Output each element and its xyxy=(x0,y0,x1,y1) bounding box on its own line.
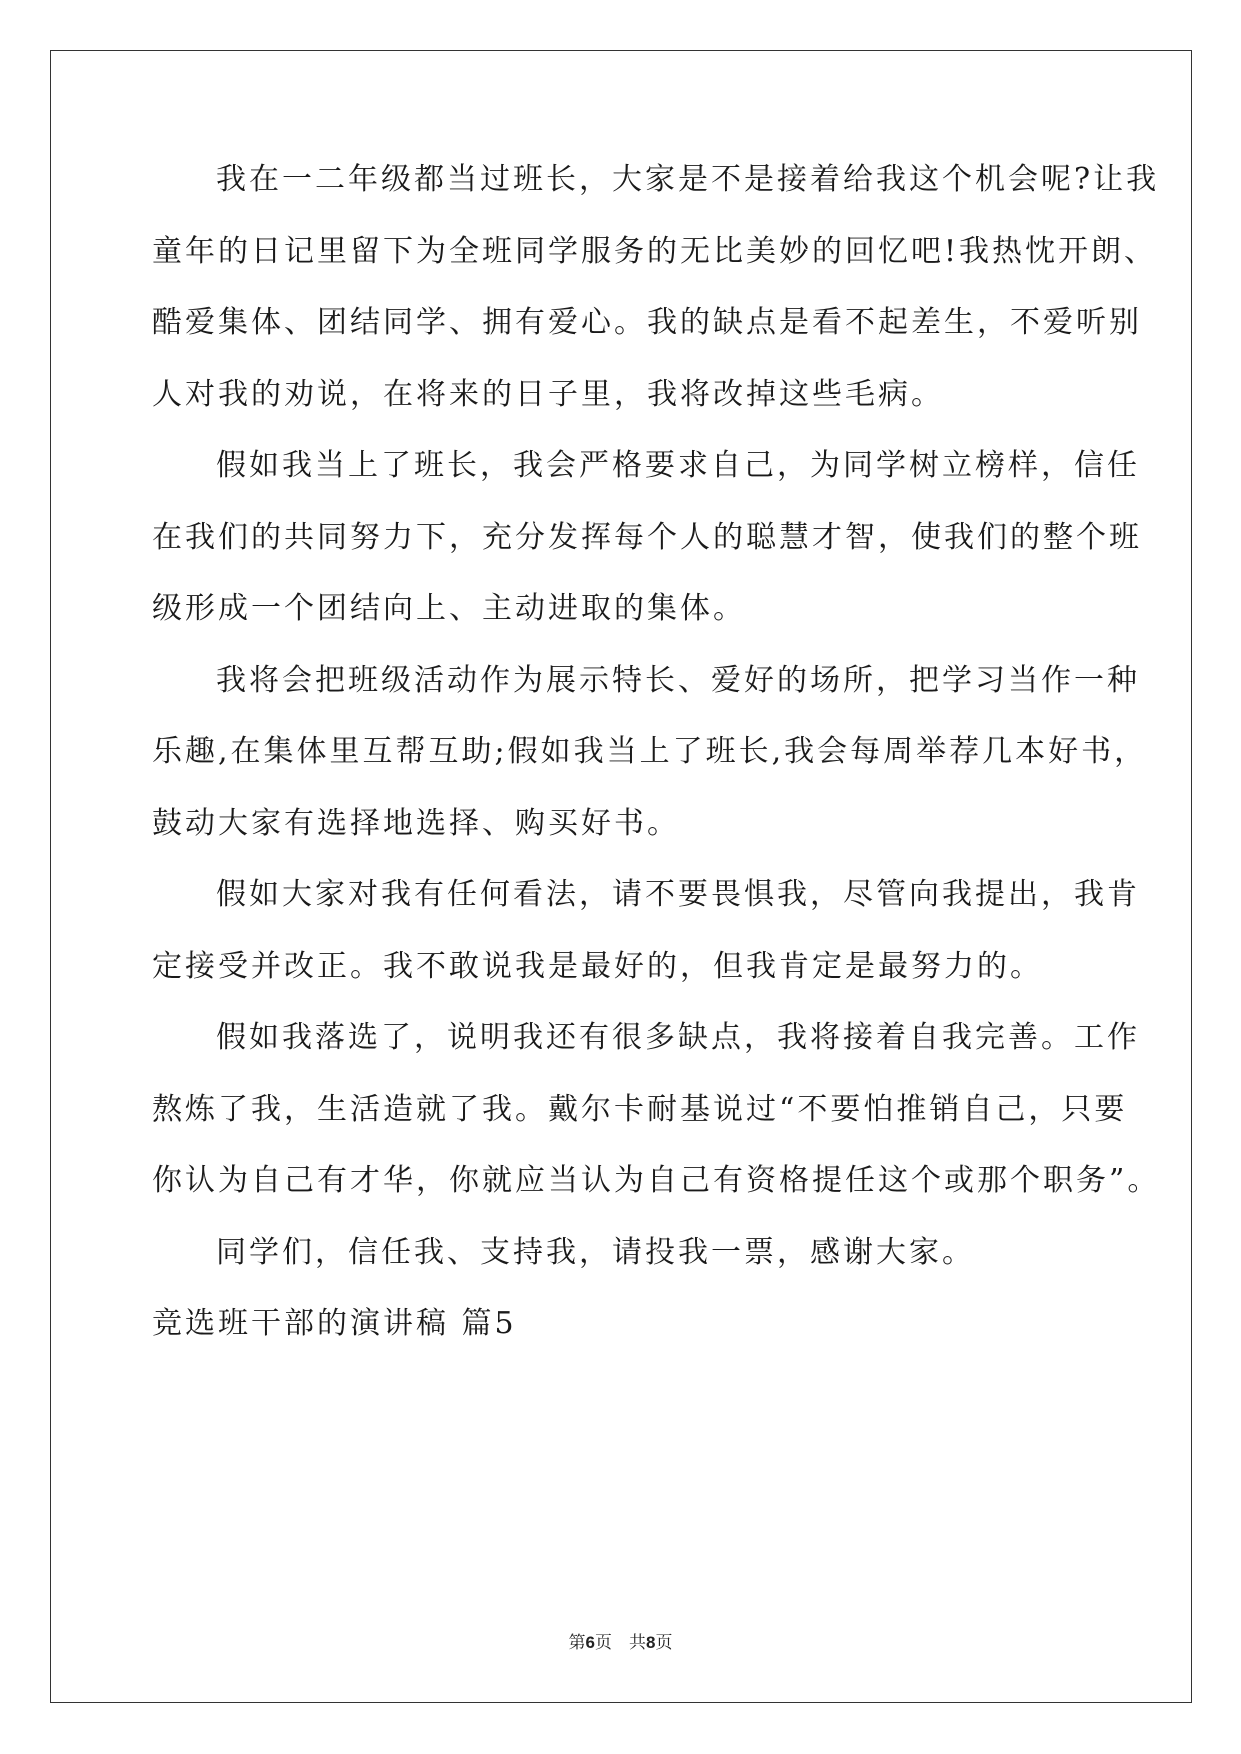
page-prefix: 第 xyxy=(568,1633,586,1653)
paragraph-line: 同学们，信任我、支持我，请投我一票，感谢大家。 xyxy=(216,1235,975,1270)
total-page-number: 8 xyxy=(646,1633,656,1652)
current-page-number: 6 xyxy=(585,1633,595,1652)
paragraph-line: 假如我当上了班长，我会严格要求自己，为同学树立榜样，信任 xyxy=(216,448,1140,483)
page-mid: 页 共 xyxy=(595,1633,646,1653)
paragraph-line: 童年的日记里留下为全班同学服务的无比美妙的回忆吧!我热忱开朗、 xyxy=(152,234,1158,269)
paragraph-line: 人对我的劝说，在将来的日子里，我将改掉这些毛病。 xyxy=(152,377,944,412)
page-suffix: 页 xyxy=(655,1633,673,1653)
section-heading: 竞选班干部的演讲稿 篇5 xyxy=(152,1306,517,1341)
paragraph-line: 乐趣,在集体里互帮互助;假如我当上了班长,我会每周举荐几本好书， xyxy=(152,734,1148,769)
paragraph-line: 你认为自己有才华，你就应当认为自己有资格提任这个或那个职务”。 xyxy=(152,1163,1161,1198)
paragraph-line: 假如大家对我有任何看法，请不要畏惧我，尽管向我提出，我肯 xyxy=(216,877,1140,912)
paragraph-line: 假如我落选了，说明我还有很多缺点，我将接着自我完善。工作 xyxy=(216,1020,1140,1055)
paragraph-line: 我将会把班级活动作为展示特长、爱好的场所，把学习当作一种 xyxy=(216,663,1140,698)
paragraph-line: 酷爱集体、团结同学、拥有爱心。我的缺点是看不起差生，不爱听别 xyxy=(152,305,1142,340)
paragraph-line: 定接受并改正。我不敢说我是最好的，但我肯定是最努力的。 xyxy=(152,949,1043,984)
paragraph-line: 熬炼了我，生活造就了我。戴尔卡耐基说过“不要怕推销自己，只要 xyxy=(152,1092,1128,1127)
paragraph-line: 在我们的共同努力下，充分发挥每个人的聪慧才智，使我们的整个班 xyxy=(152,520,1142,555)
paragraph-line: 鼓动大家有选择地选择、购买好书。 xyxy=(152,806,680,841)
paragraph-line: 我在一二年级都当过班长，大家是不是接着给我这个机会呢?让我 xyxy=(216,162,1160,197)
page-number-footer xyxy=(0,1628,1241,1653)
paragraph-line: 级形成一个团结向上、主动进取的集体。 xyxy=(152,591,746,626)
